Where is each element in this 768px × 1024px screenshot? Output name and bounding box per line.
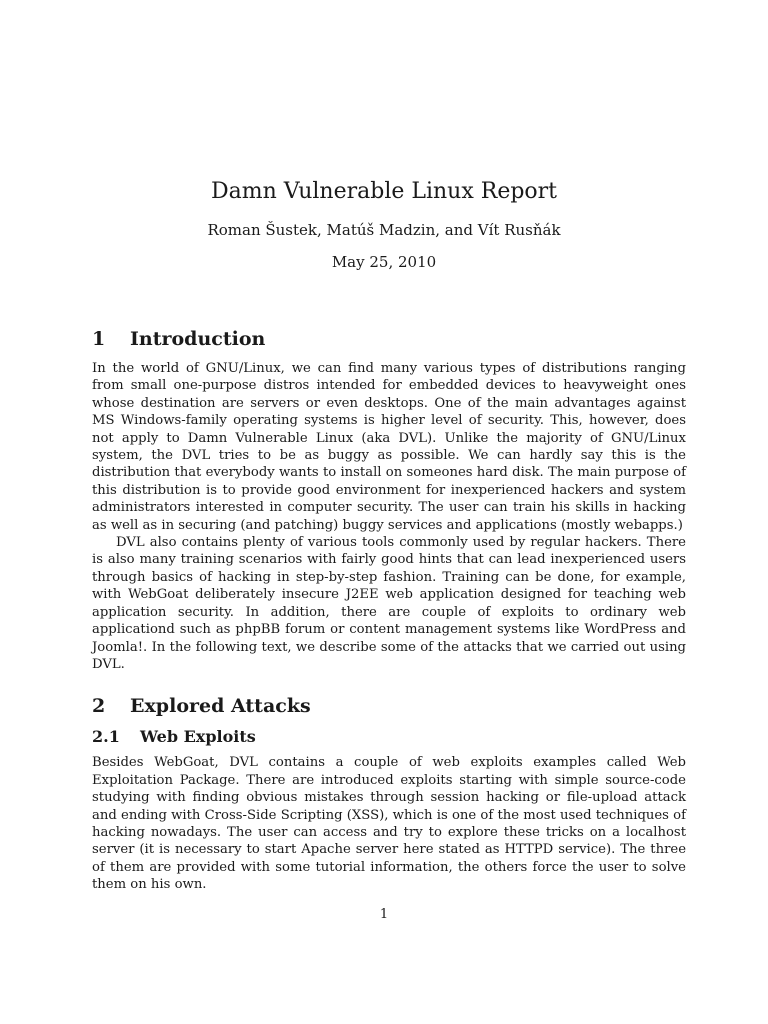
section-number: 2: [92, 695, 106, 718]
title-block: [0, 178, 768, 271]
document-title: Damn Vulnerable Linux Report: [210, 179, 558, 204]
subsection-heading-web-exploits: [92, 727, 686, 746]
section-title: Explored Attacks: [130, 695, 311, 718]
section-number: 1: [92, 328, 106, 350]
page-number: 1: [379, 907, 389, 922]
intro-paragraph-1: In the world of GNU/Linux, we can find many various types of distributions ranging from small one-purpose distros intended for embedded devices to heavyweight ones whose destination are servers or even desktops. One of the main advantages against MS Windows-family operating systems is higher level of security. This, however, does not apply to Damn Vulnerable Linux (aka DVL). Unlike the majority of GNU/Linux system, the DVL tries to be as buggy as possible. We can hardly say this is the distribution that everybody wants to install on someones hard disk. The main purpose of this distribution is to provide good environment for inexperienced hackers and system administrators interested in computer security. The user can train his skills in hacking as well as in securing (and patching) buggy services and applications (mostly webapps.): [92, 361, 686, 533]
subsection-title: Web Exploits: [140, 727, 256, 747]
section-spacer: [92, 673, 686, 695]
section-heading-explored-attacks: [92, 695, 686, 717]
section-heading-introduction: [92, 328, 686, 350]
web-exploits-paragraph: Besides WebGoat, DVL contains a couple of web exploits examples called Web Exploitation Package. There are introduced exploits starting with simple source-code studying with finding obvious mistakes through session hacking or file-upload attack and ending with Cross-Side Scripting (XSS), which is one of the most used techniques of hacking nowadays. The user can access and try to explore these tricks on a localhost server (it is necessary to start Apache server here stated as HTTPD service). The three of them are provided with some tutorial information, the others force the user to solve them on his own.: [92, 755, 686, 893]
document-body: [92, 328, 686, 894]
section-title: Introduction: [130, 328, 266, 350]
document-date: May 25, 2010: [331, 252, 437, 271]
subsection-number: 2.1: [92, 727, 120, 747]
intro-paragraph-2: DVL also contains plenty of various tools commonly used by regular hackers. There is also many training scenarios with fairly good hints that can lead inexperienced users through basics of hacking in step-by-step fashion. Training can be done, for example, with WebGoat deliberately insecure J2EE web application designed for teaching web application security. In addition, there are couple of exploits to ordinary web applicationd such as phpBB forum or content management systems like WordPress and Joomla!. In the following text, we describe some of the attacks that we carried out using DVL.: [92, 535, 686, 672]
document-authors: Roman Šustek, Matúš Madzin, and Vít Rusňák: [207, 220, 561, 239]
